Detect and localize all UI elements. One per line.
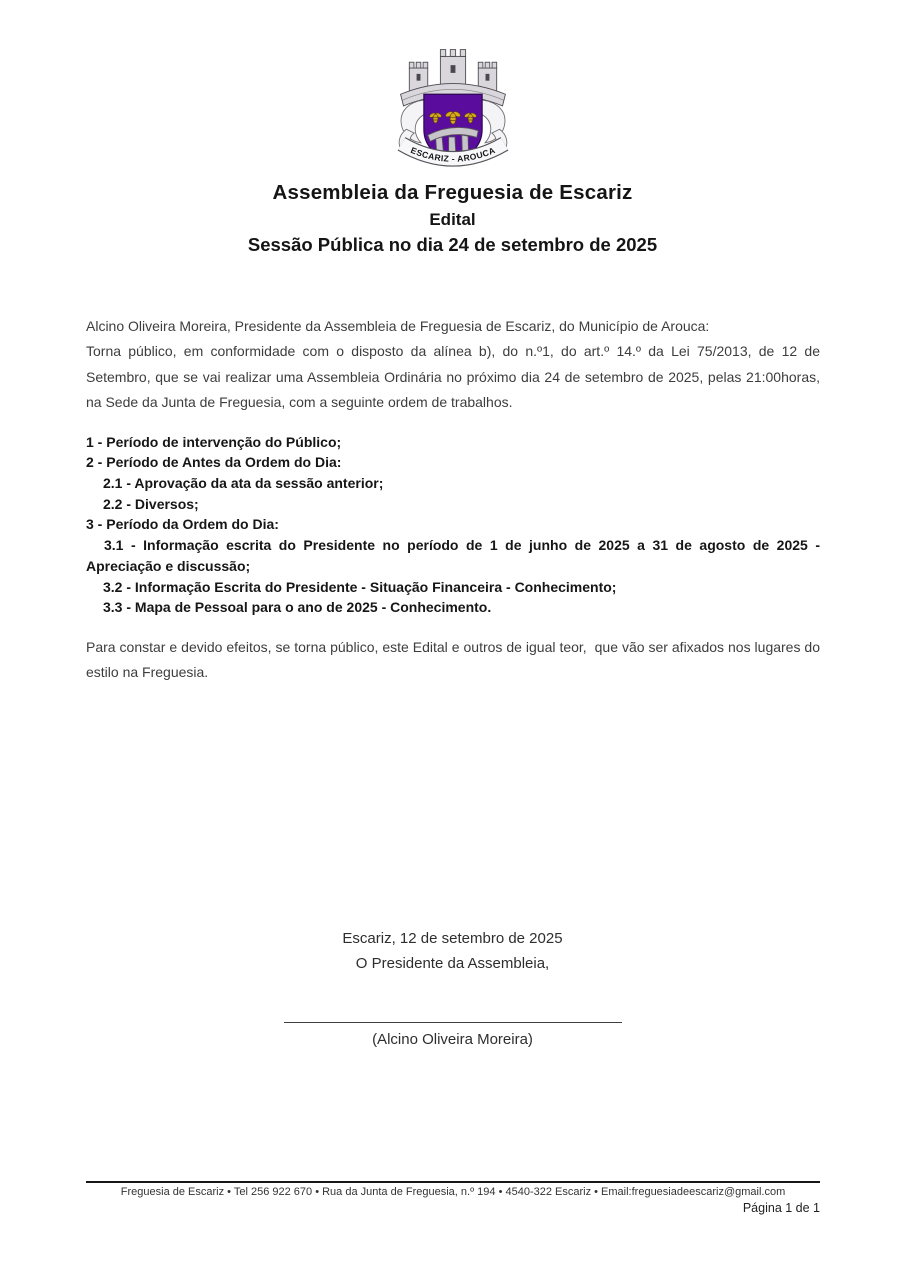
document-title: Assembleia da Freguesia de Escariz xyxy=(272,181,633,204)
announcement-paragraph: Torna público, em conformidade com o disposto da alínea b), do n.º1, do art.º 14.º da Lei 75/2013, de 12 de Setembro, que se vai realizar uma Assembleia Ordinária no próximo dia 24 de setembro de 2025, pelas 21:00horas, na Sede da Junta de Freguesia, com a seguinte ordem de trabalhos. xyxy=(86,343,820,411)
document-body xyxy=(86,314,824,686)
agenda-item-3-3: 3.3 - Mapa de Pessoal para o ano de 2025 - Conhecimento. xyxy=(103,599,492,616)
footer-contact-line: Freguesia de Escariz • Tel 256 922 670 • Rua da Junta de Freguesia, n.º 194 • 4540-322 Escariz • Email:freguesiadeescariz@gmail.com xyxy=(120,1186,786,1198)
document-header xyxy=(0,181,905,256)
agenda-list xyxy=(86,432,820,618)
page-footer xyxy=(86,1181,820,1215)
session-date-line: Sessão Pública no dia 24 de setembro de 2025 xyxy=(247,234,658,255)
page-number-indicator: Página 1 de 1 xyxy=(742,1201,820,1215)
signer-role-line: O Presidente da Assembleia, xyxy=(355,955,550,972)
signature-line xyxy=(284,1022,622,1023)
intro-line: Alcino Oliveira Moreira, Presidente da Assembleia de Freguesia de Escariz, do Município de Arouca: xyxy=(86,318,710,334)
agenda-item-2-1: 2.1 - Aprovação da ata da sessão anterior; xyxy=(103,475,384,492)
signer-name-line: (Alcino Oliveira Moreira) xyxy=(372,1031,533,1048)
closing-paragraph: Para constar e devido efeitos, se torna público, este Edital e outros de igual teor, que vão ser afixados nos lugares do estilo na Freguesia. xyxy=(86,638,824,681)
place-date-line: Escariz, 12 de setembro de 2025 xyxy=(342,930,563,947)
agenda-item-2-2: 2.2 - Diversos; xyxy=(103,495,199,512)
signature-block xyxy=(0,926,905,1052)
coat-of-arms-graphic xyxy=(385,36,521,170)
agenda-item-1: 1 - Período de intervenção do Público; xyxy=(86,433,342,450)
agenda-item-3-2: 3.2 - Informação Escrita do Presidente - Situação Financeira - Conhecimento; xyxy=(103,578,617,595)
ribbon-text: ESCARIZ - AROUCA xyxy=(408,144,497,164)
agenda-item-2: 2 - Período de Antes da Ordem do Dia: xyxy=(86,454,342,471)
document-subtitle: Edital xyxy=(429,210,476,229)
agenda-item-3-1: 3.1 - Informação escrita do Presidente no período de 1 de junho de 2025 a 31 de agosto de 2025 - Apreciação e discussão; xyxy=(86,537,820,574)
coat-of-arms xyxy=(385,36,521,175)
agenda-item-3: 3 - Período da Ordem do Dia: xyxy=(86,516,279,533)
